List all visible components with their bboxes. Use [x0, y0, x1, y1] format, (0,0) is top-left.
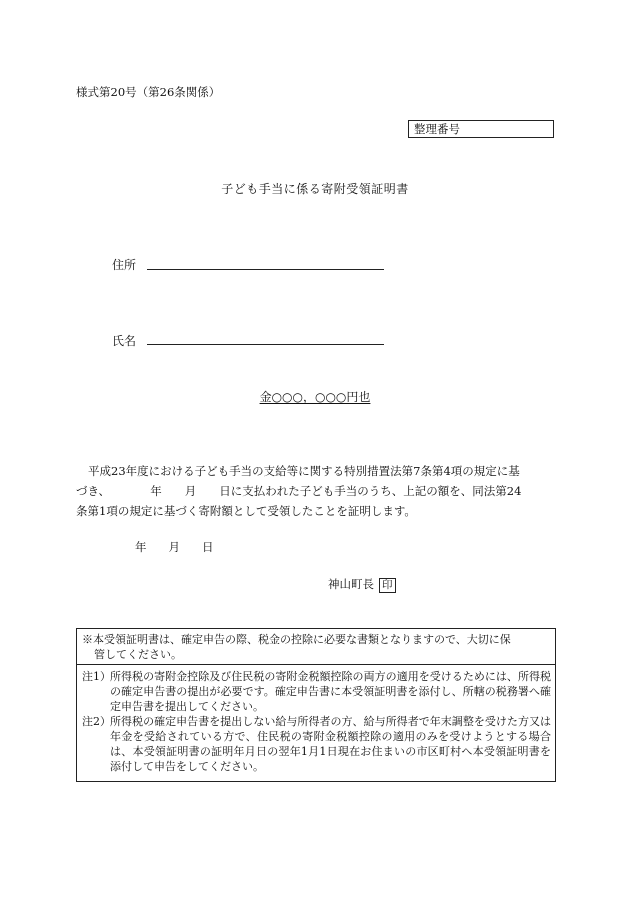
issue-date-month: 月: [168, 540, 180, 554]
amount-value: 金○○○，○○○円也: [259, 390, 371, 404]
issuer-name: 神山町長: [328, 577, 374, 591]
name-field-line[interactable]: [147, 344, 384, 345]
notes-main-line-1: ※本受領証明書は、確定申告の際、税金の控除に必要な書類となりますので、大切に保: [82, 633, 511, 646]
seal-stamp: 印: [379, 578, 396, 593]
address-field-line[interactable]: [147, 269, 384, 270]
certification-text-line-1: 平成23年度における子ども手当の支給等に関する特別措置法第7条第4項の規定に基: [88, 464, 520, 478]
issuer: [328, 576, 396, 593]
document-title: 子ども手当に係る寄附受領証明書: [221, 182, 409, 196]
certification-text-line-2: づき、 年 月 日に支払われた子ども手当のうち、上記の額を、同法第24: [76, 484, 522, 498]
certification-text-line-3: 条第1項の規定に基づく寄附額として受領したことを証明します。: [76, 504, 416, 518]
note-1-text: 所得税の寄附金控除及び住民税の寄附金税額控除の両方の適用を受けるためには、所得税の確定申告書の提出が必要です。確定申告書に本受領証明書を添付し、所轄の税務署へ確定申告書を提出してください。: [110, 670, 551, 713]
issue-date: [135, 539, 214, 555]
note-2-key: 注2）: [82, 715, 111, 728]
certification-text: [76, 461, 554, 521]
notes-main: [77, 629, 555, 665]
reference-number-label: 整理番号: [414, 122, 460, 136]
notes-main-line-2: 管してください。: [94, 648, 182, 661]
name-label: 氏名: [112, 334, 137, 348]
form-number: 様式第20号（第26条関係）: [76, 85, 221, 99]
address-label: 住所: [112, 258, 137, 272]
issue-date-year: 年: [135, 540, 147, 554]
amount-line: [0, 388, 630, 405]
note-2-text: 所得税の確定申告書を提出しない給与所得者の方、給与所得者で年末調整を受けた方又は年金を受給されている方で、住民税の寄附金税額控除の適用のみを受けようとする場合は、本受領証明書の証明年月日の翌年1月1日現在お住まいの市区町村へ本受領証明書を添付して申告をしてください。: [110, 715, 551, 773]
notes-box: [76, 628, 556, 782]
note-2: [77, 714, 555, 774]
reference-number-box[interactable]: [408, 120, 554, 138]
note-1-key: 注1）: [82, 670, 111, 683]
note-1: [77, 669, 555, 714]
issue-date-day: 日: [202, 540, 214, 554]
